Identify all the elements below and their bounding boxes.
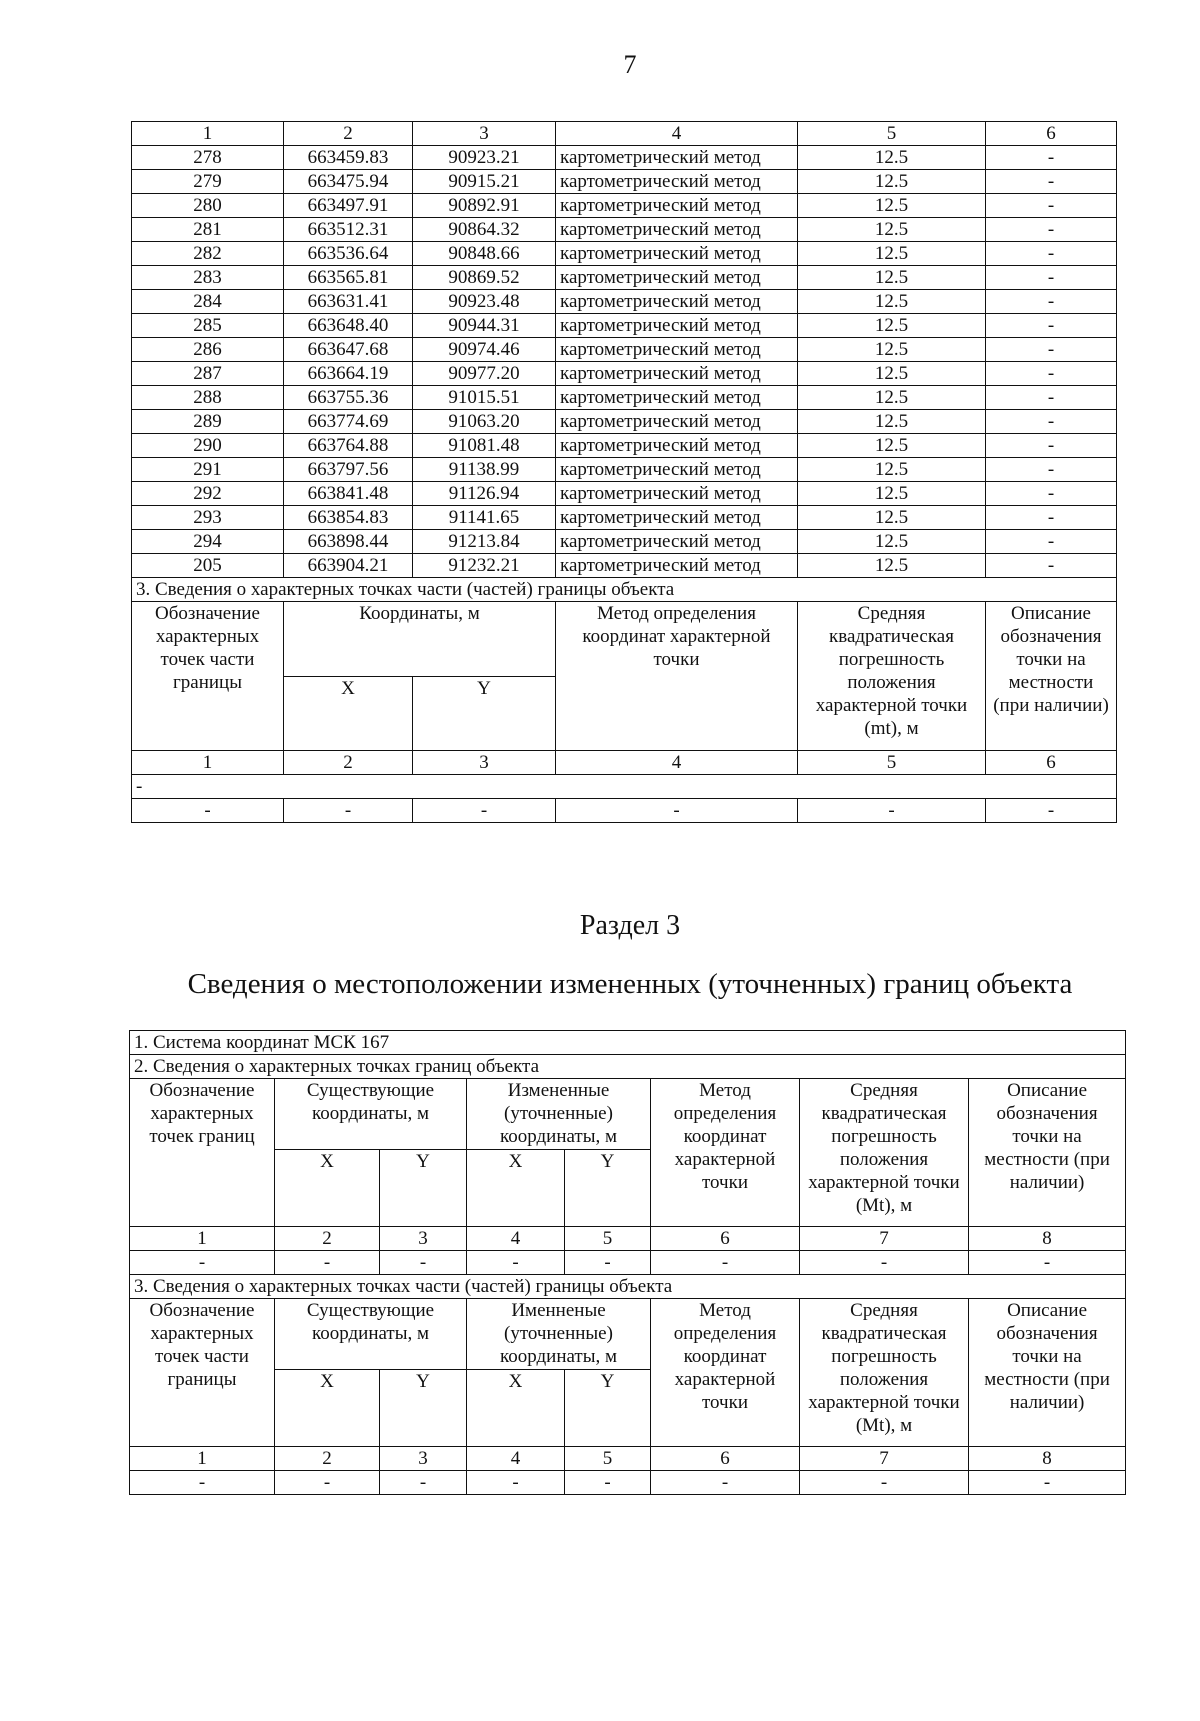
cell-n: 293 bbox=[132, 506, 284, 530]
x-header: X bbox=[275, 1370, 380, 1447]
col-num: 2 bbox=[284, 751, 413, 775]
cell-n: 283 bbox=[132, 266, 284, 290]
cell-desc: - bbox=[986, 386, 1117, 410]
empty-cell: - bbox=[969, 1251, 1126, 1275]
empty-cell: - bbox=[284, 799, 413, 823]
part-section-title: 3. Сведения о характерных точках части (частей) границы объекта bbox=[130, 1275, 1126, 1299]
table-row bbox=[132, 554, 1117, 578]
table-row bbox=[132, 386, 1117, 410]
cell-x: 663755.36 bbox=[284, 386, 413, 410]
cell-y: 90974.46 bbox=[413, 338, 556, 362]
cell-method: картометрический метод bbox=[556, 506, 798, 530]
empty-cell: - bbox=[130, 1471, 275, 1495]
existing-coords-header: Существующие координаты, м bbox=[275, 1299, 467, 1370]
cell-mt: 12.5 bbox=[798, 530, 986, 554]
cell-mt: 12.5 bbox=[798, 410, 986, 434]
table-row bbox=[132, 434, 1117, 458]
cell-x: 663854.83 bbox=[284, 506, 413, 530]
cell-n: 280 bbox=[132, 194, 284, 218]
col-num: 4 bbox=[467, 1447, 565, 1471]
col-num: 3 bbox=[380, 1227, 467, 1251]
cell-x: 663512.31 bbox=[284, 218, 413, 242]
cell-y: 90869.52 bbox=[413, 266, 556, 290]
cell-desc: - bbox=[986, 194, 1117, 218]
cell-mt: 12.5 bbox=[798, 170, 986, 194]
col-num: 6 bbox=[651, 1227, 800, 1251]
col-num: 6 bbox=[651, 1447, 800, 1471]
empty-cell: - bbox=[565, 1251, 651, 1275]
cell-mt: 12.5 bbox=[798, 434, 986, 458]
empty-cell: - bbox=[130, 1251, 275, 1275]
cell-y: 90915.21 bbox=[413, 170, 556, 194]
section-title: Раздел 3 bbox=[579, 910, 681, 941]
cell-method: картометрический метод bbox=[556, 554, 798, 578]
coords-header: Координаты, м bbox=[284, 602, 556, 677]
cell-x: 663904.21 bbox=[284, 554, 413, 578]
cell-n: 290 bbox=[132, 434, 284, 458]
cell-method: картометрический метод bbox=[556, 170, 798, 194]
cell-mt: 12.5 bbox=[798, 146, 986, 170]
coord-system: 1. Система координат МСК 167 bbox=[130, 1031, 1126, 1055]
cell-x: 663475.94 bbox=[284, 170, 413, 194]
empty-cell: - bbox=[275, 1471, 380, 1495]
cell-desc: - bbox=[986, 434, 1117, 458]
cell-mt: 12.5 bbox=[798, 482, 986, 506]
mt-header: Средняя квадратическая погрешность положения характерной точки (mt), м bbox=[798, 602, 986, 751]
col-num: 1 bbox=[130, 1227, 275, 1251]
changed-boundaries-table bbox=[129, 1030, 1126, 1495]
cell-desc: - bbox=[986, 482, 1117, 506]
cell-y: 90977.20 bbox=[413, 362, 556, 386]
cell-mt: 12.5 bbox=[798, 314, 986, 338]
cell-y: 90944.31 bbox=[413, 314, 556, 338]
table-row bbox=[132, 482, 1117, 506]
x-header: X bbox=[467, 1150, 565, 1227]
cell-x: 663797.56 bbox=[284, 458, 413, 482]
cell-x: 663459.83 bbox=[284, 146, 413, 170]
cell-y: 90864.32 bbox=[413, 218, 556, 242]
cell-n: 291 bbox=[132, 458, 284, 482]
cell-n: 294 bbox=[132, 530, 284, 554]
cell-method: картометрический метод bbox=[556, 434, 798, 458]
col-num: 2 bbox=[275, 1447, 380, 1471]
col-num: 3 bbox=[380, 1447, 467, 1471]
empty-cell: - bbox=[380, 1471, 467, 1495]
cell-method: картометрический метод bbox=[556, 362, 798, 386]
col-num: 5 bbox=[798, 751, 986, 775]
cell-mt: 12.5 bbox=[798, 266, 986, 290]
method-header: Метод определения координат характерной точки bbox=[556, 602, 798, 751]
x-header: X bbox=[467, 1370, 565, 1447]
cell-n: 288 bbox=[132, 386, 284, 410]
table-row bbox=[132, 266, 1117, 290]
empty-cell: - bbox=[413, 799, 556, 823]
cell-method: картометрический метод bbox=[556, 458, 798, 482]
col-num: 5 bbox=[565, 1227, 651, 1251]
empty-cell: - bbox=[132, 799, 284, 823]
y-header: Y bbox=[413, 676, 556, 751]
col-num: 4 bbox=[556, 122, 798, 146]
cell-method: картометрический метод bbox=[556, 266, 798, 290]
cell-method: картометрический метод bbox=[556, 314, 798, 338]
cell-desc: - bbox=[986, 146, 1117, 170]
cell-desc: - bbox=[986, 170, 1117, 194]
desc-header: Описание обозначения точки на местности (при наличии) bbox=[969, 1299, 1126, 1447]
cell-y: 90892.91 bbox=[413, 194, 556, 218]
designation-header: Обозначение характерных точек части границы bbox=[132, 602, 284, 751]
empty-cell: - bbox=[798, 799, 986, 823]
cell-n: 289 bbox=[132, 410, 284, 434]
cell-desc: - bbox=[986, 338, 1117, 362]
y-header: Y bbox=[565, 1150, 651, 1227]
page-number: 7 bbox=[623, 50, 637, 79]
cell-n: 285 bbox=[132, 314, 284, 338]
x-header: X bbox=[284, 676, 413, 751]
cell-n: 282 bbox=[132, 242, 284, 266]
cell-y: 91063.20 bbox=[413, 410, 556, 434]
cell-desc: - bbox=[986, 362, 1117, 386]
cell-y: 91213.84 bbox=[413, 530, 556, 554]
cell-desc: - bbox=[986, 290, 1117, 314]
desc-header: Описание обозначения точки на местности (при наличии) bbox=[986, 602, 1117, 751]
table-row bbox=[132, 314, 1117, 338]
cell-method: картометрический метод bbox=[556, 146, 798, 170]
empty-cell: - bbox=[986, 799, 1117, 823]
empty-cell: - bbox=[565, 1471, 651, 1495]
cell-n: 287 bbox=[132, 362, 284, 386]
cell-method: картометрический метод bbox=[556, 242, 798, 266]
cell-y: 90848.66 bbox=[413, 242, 556, 266]
cell-n: 278 bbox=[132, 146, 284, 170]
method-header: Метод определения координат характерной точки bbox=[651, 1079, 800, 1227]
col-num: 6 bbox=[986, 122, 1117, 146]
col-num: 5 bbox=[565, 1447, 651, 1471]
cell-x: 663764.88 bbox=[284, 434, 413, 458]
cell-desc: - bbox=[986, 242, 1117, 266]
cell-y: 91141.65 bbox=[413, 506, 556, 530]
cell-desc: - bbox=[986, 410, 1117, 434]
cell-desc: - bbox=[986, 530, 1117, 554]
col-num: 6 bbox=[986, 751, 1117, 775]
col-num: 1 bbox=[130, 1447, 275, 1471]
section-subtitle: Сведения о местоположении измененных (уточненных) границ объекта bbox=[187, 968, 1073, 1000]
designation-header: Обозначение характерных точек части границы bbox=[130, 1299, 275, 1447]
cell-n: 284 bbox=[132, 290, 284, 314]
points-section-title: 2. Сведения о характерных точках границ объекта bbox=[130, 1055, 1126, 1079]
designation-header: Обозначение характерных точек границ bbox=[130, 1079, 275, 1227]
table-row bbox=[132, 290, 1117, 314]
empty-cell: - bbox=[800, 1471, 969, 1495]
dash-row: - bbox=[132, 775, 1117, 799]
cell-desc: - bbox=[986, 506, 1117, 530]
cell-method: картометрический метод bbox=[556, 194, 798, 218]
cell-n: 286 bbox=[132, 338, 284, 362]
table-row bbox=[132, 218, 1117, 242]
col-num: 1 bbox=[132, 751, 284, 775]
cell-y: 91015.51 bbox=[413, 386, 556, 410]
empty-cell: - bbox=[651, 1471, 800, 1495]
cell-x: 663536.64 bbox=[284, 242, 413, 266]
cell-method: картометрический метод bbox=[556, 482, 798, 506]
cell-mt: 12.5 bbox=[798, 386, 986, 410]
col-num: 2 bbox=[284, 122, 413, 146]
part-section-title: 3. Сведения о характерных точках части (частей) границы объекта bbox=[132, 578, 1117, 602]
cell-y: 91232.21 bbox=[413, 554, 556, 578]
cell-desc: - bbox=[986, 554, 1117, 578]
boundary-points-table bbox=[131, 121, 1117, 823]
y-header: Y bbox=[565, 1370, 651, 1447]
cell-mt: 12.5 bbox=[798, 218, 986, 242]
cell-y: 90923.21 bbox=[413, 146, 556, 170]
mt-header: Средняя квадратическая погрешность положения характерной точки (Mt), м bbox=[800, 1299, 969, 1447]
cell-x: 663664.19 bbox=[284, 362, 413, 386]
desc-header: Описание обозначения точки на местности (при наличии) bbox=[969, 1079, 1126, 1227]
cell-y: 91138.99 bbox=[413, 458, 556, 482]
cell-method: картометрический метод bbox=[556, 410, 798, 434]
mt-header: Средняя квадратическая погрешность положения характерной точки (Mt), м bbox=[800, 1079, 969, 1227]
table-row bbox=[132, 242, 1117, 266]
cell-n: 279 bbox=[132, 170, 284, 194]
cell-desc: - bbox=[986, 218, 1117, 242]
cell-mt: 12.5 bbox=[798, 242, 986, 266]
cell-method: картометрический метод bbox=[556, 338, 798, 362]
cell-n: 281 bbox=[132, 218, 284, 242]
y-header: Y bbox=[380, 1150, 467, 1227]
col-num: 7 bbox=[800, 1447, 969, 1471]
cell-n: 205 bbox=[132, 554, 284, 578]
col-num: 3 bbox=[413, 122, 556, 146]
cell-mt: 12.5 bbox=[798, 458, 986, 482]
col-num: 3 bbox=[413, 751, 556, 775]
y-header: Y bbox=[380, 1370, 467, 1447]
col-num: 7 bbox=[800, 1227, 969, 1251]
cell-x: 663841.48 bbox=[284, 482, 413, 506]
changed-coords-header: Измененные (уточненные) координаты, м bbox=[467, 1079, 651, 1150]
table-row bbox=[132, 146, 1117, 170]
cell-y: 91126.94 bbox=[413, 482, 556, 506]
empty-cell: - bbox=[467, 1471, 565, 1495]
cell-y: 91081.48 bbox=[413, 434, 556, 458]
cell-x: 663497.91 bbox=[284, 194, 413, 218]
cell-n: 292 bbox=[132, 482, 284, 506]
cell-desc: - bbox=[986, 458, 1117, 482]
empty-cell: - bbox=[467, 1251, 565, 1275]
cell-mt: 12.5 bbox=[798, 506, 986, 530]
cell-y: 90923.48 bbox=[413, 290, 556, 314]
cell-mt: 12.5 bbox=[798, 338, 986, 362]
cell-mt: 12.5 bbox=[798, 290, 986, 314]
col-num: 4 bbox=[467, 1227, 565, 1251]
empty-cell: - bbox=[556, 799, 798, 823]
cell-method: картометрический метод bbox=[556, 218, 798, 242]
column-number-row bbox=[132, 122, 1117, 146]
table-row bbox=[132, 410, 1117, 434]
cell-x: 663647.68 bbox=[284, 338, 413, 362]
cell-x: 663631.41 bbox=[284, 290, 413, 314]
cell-x: 663898.44 bbox=[284, 530, 413, 554]
col-num: 4 bbox=[556, 751, 798, 775]
method-header: Метод определения координат характерной точки bbox=[651, 1299, 800, 1447]
cell-mt: 12.5 bbox=[798, 194, 986, 218]
cell-mt: 12.5 bbox=[798, 362, 986, 386]
col-num: 2 bbox=[275, 1227, 380, 1251]
table-row bbox=[132, 530, 1117, 554]
changed-coords-header: Именненые (уточненные) координаты, м bbox=[467, 1299, 651, 1370]
cell-x: 663565.81 bbox=[284, 266, 413, 290]
table-row bbox=[132, 362, 1117, 386]
cell-desc: - bbox=[986, 266, 1117, 290]
table-row bbox=[132, 506, 1117, 530]
col-num: 5 bbox=[798, 122, 986, 146]
empty-cell: - bbox=[969, 1471, 1126, 1495]
cell-method: картометрический метод bbox=[556, 386, 798, 410]
table-row bbox=[132, 194, 1117, 218]
cell-mt: 12.5 bbox=[798, 554, 986, 578]
col-num: 8 bbox=[969, 1227, 1126, 1251]
empty-cell: - bbox=[651, 1251, 800, 1275]
empty-cell: - bbox=[275, 1251, 380, 1275]
existing-coords-header: Существующие координаты, м bbox=[275, 1079, 467, 1150]
x-header: X bbox=[275, 1150, 380, 1227]
table-row bbox=[132, 458, 1117, 482]
empty-cell: - bbox=[380, 1251, 467, 1275]
cell-x: 663648.40 bbox=[284, 314, 413, 338]
cell-method: картометрический метод bbox=[556, 290, 798, 314]
empty-cell: - bbox=[800, 1251, 969, 1275]
table-row bbox=[132, 338, 1117, 362]
col-num: 1 bbox=[132, 122, 284, 146]
cell-x: 663774.69 bbox=[284, 410, 413, 434]
table-row bbox=[132, 170, 1117, 194]
cell-desc: - bbox=[986, 314, 1117, 338]
cell-method: картометрический метод bbox=[556, 530, 798, 554]
col-num: 8 bbox=[969, 1447, 1126, 1471]
